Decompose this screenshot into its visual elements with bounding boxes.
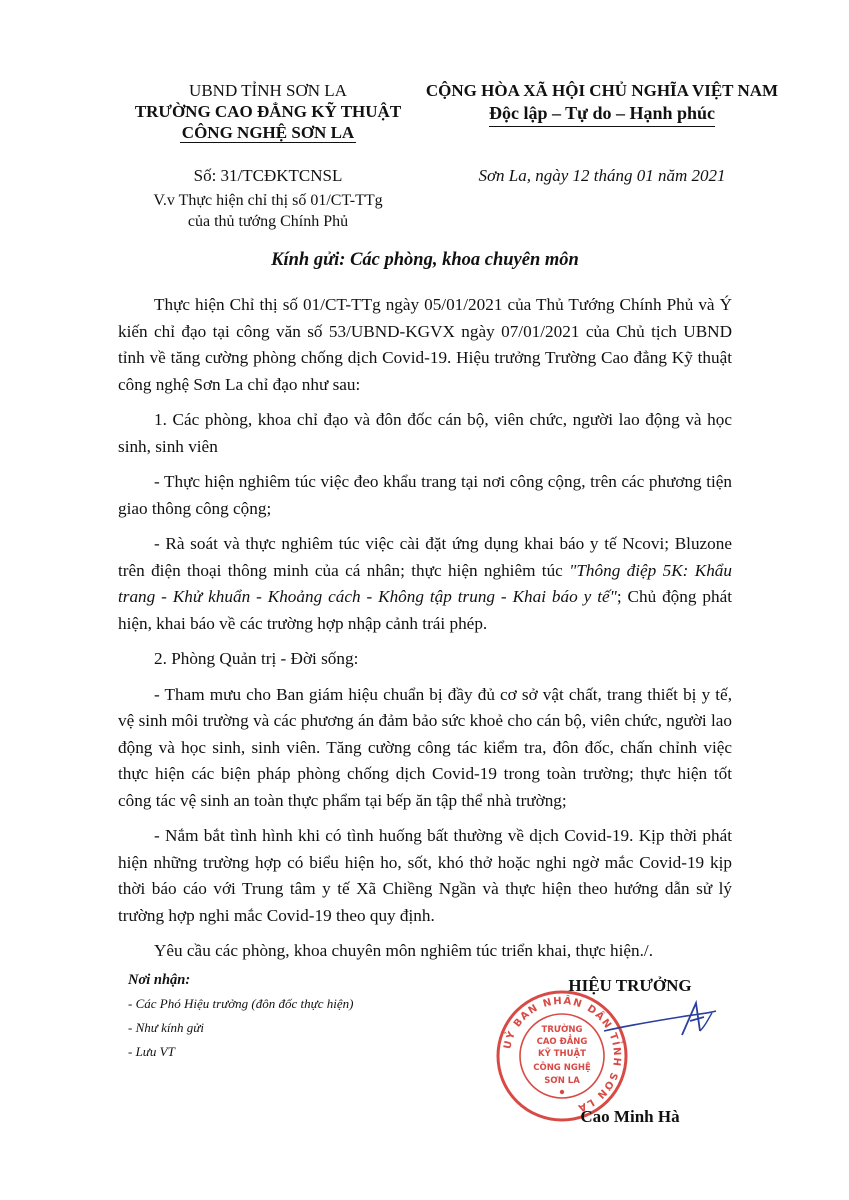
- document-body: [118, 292, 732, 974]
- subject-line-2: của thủ tướng Chính Phủ: [187, 213, 349, 230]
- paragraph-closing: Yêu cầu các phòng, khoa chuyên môn nghiêm túc triển khai, thực hiện./.: [154, 941, 654, 960]
- agency-province: UBND TỈNH SƠN LA: [189, 81, 347, 100]
- national-motto: Độc lập – Tự do – Hạnh phúc: [489, 102, 715, 127]
- agency-school-line1: TRƯỜNG CAO ĐẲNG KỸ THUẬT: [134, 102, 402, 121]
- document-subject: [118, 190, 418, 232]
- agency-school-line2: CÔNG NGHỆ SƠN LA: [181, 123, 355, 142]
- paragraph-masks: - Thực hiện nghiêm túc việc đeo khẩu trang tại nơi công cộng, trên các phương tiện giao thông công cộng;: [118, 472, 732, 518]
- svg-text:KỸ THUẬT: KỸ THUẬT: [538, 1049, 586, 1059]
- signer-title: HIỆU TRƯỞNG: [568, 976, 692, 995]
- five-k-message: "Thông điệp 5K: Khẩu trang - Khử khuẩn - Khoảng cách - Không tập trung - Khai báo y tế": [118, 560, 732, 606]
- svg-text:UỶ BAN NHÂN DÂN TỈNH SƠN LA: UỶ BAN NHÂN DÂN TỈNH SƠN LA: [502, 995, 623, 1114]
- recipient-item: - Lưu VT: [128, 1044, 175, 1059]
- signer-name: Cao Minh Hà: [580, 1107, 680, 1126]
- paragraph-intro: Thực hiện Chỉ thị số 01/CT-TTg ngày 05/01/2021 của Thủ Tướng Chính Phủ và Ý kiến chỉ đạo tại công văn số 53/UBND-KGVX ngày 07/01/2021 của Chủ tịch UBND tỉnh về tăng cường phòng chống dịch Covid-19. Hiệu trưởng Trường Cao đẳng Kỹ thuật công nghệ Sơn La chỉ đạo như sau:: [118, 295, 732, 394]
- recipients-title: Nơi nhận:: [128, 972, 191, 988]
- svg-text:CÔNG NGHỆ: CÔNG NGHỆ: [533, 1063, 591, 1073]
- recipient-item: - Như kính gửi: [128, 1020, 204, 1035]
- document-date: Sơn La, ngày 12 tháng 01 năm 2021: [478, 166, 726, 185]
- svg-text:CAO ĐẲNG: CAO ĐẲNG: [536, 1037, 588, 1047]
- issuing-agency: [118, 80, 418, 143]
- subject-line-1: V.v Thực hiện chỉ thị số 01/CT-TTg: [153, 192, 383, 209]
- paragraph-apps: - Rà soát và thực nghiêm túc việc cài đặt ứng dụng khai báo y tế Ncovi; Bluzone trên điện thoại thông minh của cá nhân; thực hiện nghiêm túc "Thông điệp 5K: Khẩu trang - Khử khuẩn - Khoảng cách - Không tập trung - Khai báo y tế"; Chủ động phát hiện, khai báo về các trường hợp nhập cảnh trái phép.: [118, 534, 732, 633]
- paragraph-section-2: 2. Phòng Quản trị - Đời sống:: [154, 649, 359, 668]
- recipient-heading: Kính gửi: Các phòng, khoa chuyên môn: [271, 250, 579, 270]
- national-heading: [412, 80, 792, 127]
- paragraph-section-1: 1. Các phòng, khoa chỉ đạo và đôn đốc cán bộ, viên chức, người lao động và học sinh, sinh viên: [118, 410, 732, 456]
- svg-text:TRƯỜNG: TRƯỜNG: [541, 1025, 583, 1035]
- paragraph-monitoring: - Nắm bắt tình hình khi có tình huống bất thường về dịch Covid-19. Kịp thời phát hiện những trường hợp có biểu hiện ho, sốt, khó thở hoặc nghi ngờ mắc Covid-19 kịp thời báo cáo với Trung tâm y tế Xã Chiềng Ngần và thực hiện theo hướng dẫn sử lý trường hợp nghi mắc Covid-19 theo quy định.: [118, 826, 732, 925]
- paragraph-facilities: - Tham mưu cho Ban giám hiệu chuẩn bị đầy đủ cơ sở vật chất, trang thiết bị y tế, vệ sinh môi trường và các phương án đảm bảo sức khoẻ cho cán bộ, viên chức, người lao động và học sinh, sinh viên. Tăng cường công tác kiểm tra, đôn đốc, chấn chỉnh việc thực hiện các biện pháp phòng chống dịch Covid-19 trong toàn trường; thực hiện tốt công tác vệ sinh an toàn thực phẩm tại bếp ăn tập thể nhà trường;: [118, 684, 732, 810]
- handwritten-signature-icon: [600, 995, 720, 1043]
- svg-text:SƠN LA: SƠN LA: [544, 1076, 580, 1086]
- recipient-item: - Các Phó Hiệu trưởng (đôn đốc thực hiện): [128, 996, 354, 1011]
- document-number: Số: 31/TCĐKTCNSL: [193, 166, 343, 185]
- nation-name: CỘNG HÒA XÃ HỘI CHỦ NGHĨA VIỆT NAM: [425, 81, 779, 100]
